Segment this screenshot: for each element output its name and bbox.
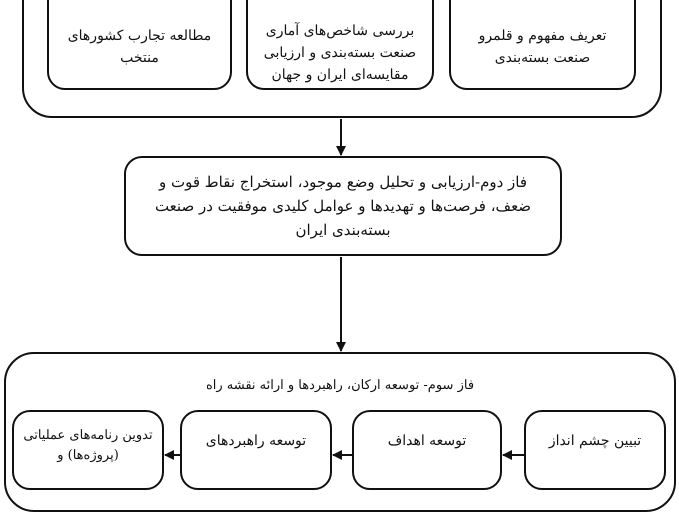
phase3-box-action-plans <box>12 410 164 490</box>
phase2-box-current-state-analysis <box>124 156 562 256</box>
phase1-box-selected-countries <box>47 0 232 90</box>
phase1-box-text: مطالعه تجارب کشورهای منتخب <box>67 28 212 66</box>
phase3-box-goals <box>352 410 502 490</box>
phase1-box-text: تعریف مفهوم و قلمرو صنعت بسته‌بندی <box>478 28 607 66</box>
phase3-box-text: توسعه راهبردهای <box>205 433 307 449</box>
phase3-box-text: تبیین چشم انداز <box>548 433 642 449</box>
phase3-box-text: تدوین رنامه‌های عملیاتی (پروژه‌ها) و <box>23 428 153 463</box>
phase3-box-vision <box>524 410 666 490</box>
phase1-box-statistical-indicators <box>246 0 434 90</box>
phase2-box-text: فاز دوم-ارزیابی و تحلیل وضع موجود، استخراج نقاط قوت و ضعف، فرصت‌ها و تهدیدها و عوامل کلیدی موفقیت در صنعت بسته‌بندی ایران <box>154 173 532 239</box>
phase1-box-concept-definition <box>449 0 636 90</box>
phase3-title: فاز سوم- توسعه ارکان، راهبردها و ارائه نقشه راه <box>205 378 475 393</box>
phase3-box-strategies <box>180 410 332 490</box>
phase1-box-text: بررسی شاخص‌های آماری صنعت بسته‌بندی و ارزیابی مقایسه‌ای ایران و جهان <box>263 23 417 83</box>
phase3-box-text: توسعه اهداف <box>387 433 467 449</box>
